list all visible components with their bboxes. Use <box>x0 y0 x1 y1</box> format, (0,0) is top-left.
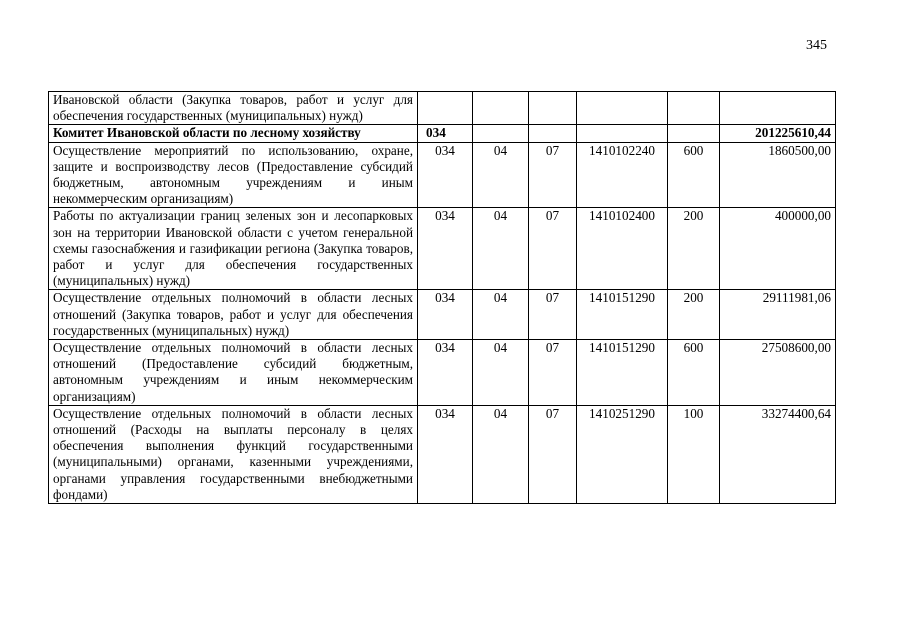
page-number: 345 <box>806 38 827 53</box>
row-type-code <box>668 92 720 125</box>
row-grp-code: 034 <box>418 125 473 142</box>
row-amount: 29111981,06 <box>720 290 836 340</box>
row-subsection-code: 07 <box>529 142 577 208</box>
row-target-code: 1410102400 <box>577 208 668 290</box>
row-description: Осуществление мероприятий по использованию, охране, защите и воспроизводству лесов (Предоставление субсидий бюджетным, автономным учреждениям и иным некоммерческим организациям) <box>49 142 418 208</box>
row-section-code <box>473 92 529 125</box>
row-section-code <box>473 125 529 142</box>
row-description: Осуществление отдельных полномочий в области лесных отношений (Закупка товаров, работ и услуг для обеспечения государственных (муниципальных) нужд) <box>49 290 418 340</box>
row-subsection-code <box>529 125 577 142</box>
table-row <box>49 290 836 340</box>
row-subsection-code <box>529 92 577 125</box>
row-target-code: 1410151290 <box>577 290 668 340</box>
table-row-department <box>49 125 836 142</box>
row-subsection-code: 07 <box>529 290 577 340</box>
row-type-code: 100 <box>668 405 720 503</box>
row-description: Комитет Ивановской области по лесному хозяйству <box>49 125 418 142</box>
budget-table <box>48 91 836 504</box>
row-description: Осуществление отдельных полномочий в области лесных отношений (Расходы на выплаты персоналу в целях обеспечения выполнения функций государственными (муниципальными) органами, казенными учреждениями, органами управления государственными внебюджетными фондами) <box>49 405 418 503</box>
row-description: Ивановской области (Закупка товаров, работ и услуг для обеспечения государственных (муниципальных) нужд) <box>49 92 418 125</box>
row-type-code: 600 <box>668 340 720 406</box>
row-grp-code <box>418 92 473 125</box>
row-amount: 400000,00 <box>720 208 836 290</box>
row-type-code: 600 <box>668 142 720 208</box>
row-amount: 33274400,64 <box>720 405 836 503</box>
row-type-code: 200 <box>668 208 720 290</box>
row-description: Осуществление отдельных полномочий в области лесных отношений (Предоставление субсидий бюджетным, автономным учреждениям и иным некоммерческим организациям) <box>49 340 418 406</box>
row-section-code: 04 <box>473 405 529 503</box>
table-row <box>49 208 836 290</box>
row-target-code: 1410102240 <box>577 142 668 208</box>
row-amount <box>720 92 836 125</box>
row-type-code: 200 <box>668 290 720 340</box>
row-subsection-code: 07 <box>529 405 577 503</box>
row-section-code: 04 <box>473 290 529 340</box>
row-subsection-code: 07 <box>529 208 577 290</box>
row-grp-code: 034 <box>418 405 473 503</box>
row-grp-code: 034 <box>418 142 473 208</box>
table-row <box>49 142 836 208</box>
row-grp-code: 034 <box>418 208 473 290</box>
row-amount: 1860500,00 <box>720 142 836 208</box>
row-section-code: 04 <box>473 142 529 208</box>
table-row <box>49 340 836 406</box>
row-grp-code: 034 <box>418 340 473 406</box>
row-target-code <box>577 125 668 142</box>
row-target-code <box>577 92 668 125</box>
row-target-code: 1410151290 <box>577 340 668 406</box>
table-row <box>49 405 836 503</box>
row-section-code: 04 <box>473 340 529 406</box>
row-target-code: 1410251290 <box>577 405 668 503</box>
row-amount: 27508600,00 <box>720 340 836 406</box>
table-row <box>49 92 836 125</box>
row-grp-code: 034 <box>418 290 473 340</box>
row-section-code: 04 <box>473 208 529 290</box>
row-type-code <box>668 125 720 142</box>
row-amount: 201225610,44 <box>720 125 836 142</box>
row-description: Работы по актуализации границ зеленых зон и лесопарковых зон на территории Ивановской области с учетом генеральной схемы газоснабжения и газификации региона (Закупка товаров, работ и услуг для обеспечения государственных (муниципальных) нужд) <box>49 208 418 290</box>
row-subsection-code: 07 <box>529 340 577 406</box>
